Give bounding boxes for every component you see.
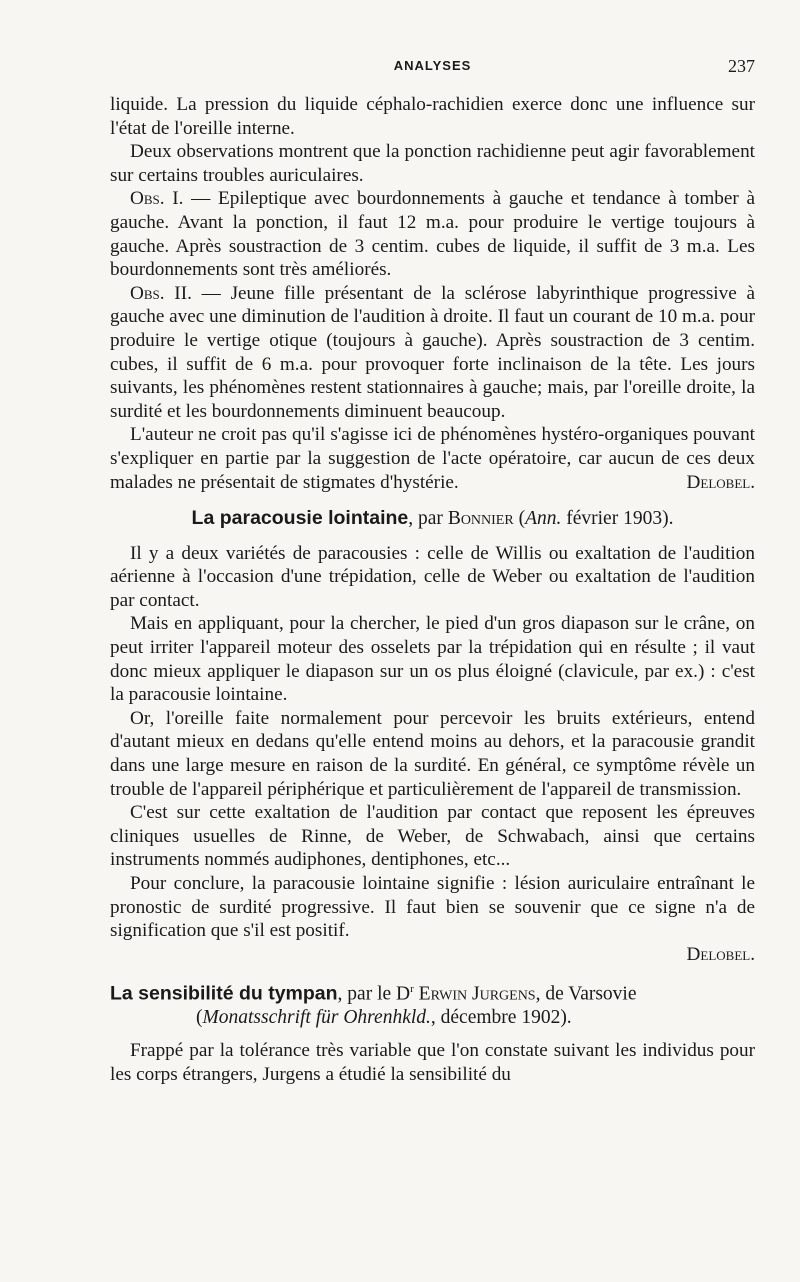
article-source: Ann. [525,508,562,530]
running-head: ANALYSES [393,58,472,73]
article-journal: Monatsschrift für Ohrenhkld. [202,1007,431,1029]
observation-label: Obs. II. [130,282,192,304]
observation-1 [110,187,755,281]
article-author: Bonnier [447,508,514,530]
observation-label: Obs. I. [130,188,184,210]
paragraph: Il y a deux variétés de paracousies : celle de Willis ou exaltation de l'audition aérienne à l'occasion d'une trépidation, celle de Weber ou exaltation de l'audition par contact. [110,542,755,611]
page-body [110,93,755,1086]
paragraph: Deux observations montrent que la ponction rachidienne peut agir favorablement sur certains troubles auriculaires. [110,141,755,186]
paragraph: C'est sur cette exaltation de l'audition par contact que reposent les épreuves cliniques usuelles de Rinne, de Weber, de Schwabach, ainsi que certains instruments nommés audiphones, dentiphones, etc... [110,802,755,871]
article-title-paracousie: La paracousie lointaine, par Bonnier (Ann. février 1903). [191,507,674,530]
paragraph: Pour conclure, la paracousie lointaine signifie : lésion auriculaire entraînant le pronostic de surdité progressive. Il faut bien se souvenir que ce signe n'a de signification que s'il est positif. [110,873,755,942]
paragraph: Or, l'oreille faite normalement pour percevoir les bruits extérieurs, entend d'autant mieux en dedans qu'elle entend moins au dehors, et la paracousie grandit dans une large mesure en raison de la surdité. En général, ce symptôme révèle un trouble de l'appareil périphérique et particulièrement de l'appareil de transmission. [110,707,755,800]
observation-text: — Jeune fille présentant de la sclérose labyrinthique progressive à gauche avec une diminution de l'audition à droite. Il faut un courant de 10 m.a. pour produire le vertige otique (toujours à gauche). Après soustraction de 3 centim. cubes, il suffit de 6 m.a. pour provoquer forte inclinaison de la tête. Les jours suivants, les phénomènes restent stationnaires à gauche; mais, par l'oreille droite, la surdité et les bourdonnements diminuent beaucoup. [110,282,756,422]
paragraph: liquide. La pression du liquide céphalo-rachidien exerce donc une influence sur l'état de l'oreille interne. [110,94,755,139]
paragraph: Frappé par la tolérance très variable que l'on constate suivant les individus pour les corps étrangers, Jurgens a étudié la sensibilité du [110,1040,755,1085]
page-header [110,58,755,82]
signature: Delobel. [686,471,755,493]
paragraph: L'auteur ne croit pas qu'il s'agisse ici de phénomènes hystéro-organiques pouvant s'expliquer en partie par la suggestion de l'acte opératoire, car aucun de ces deux malades ne présentait de stigmates d'hystérie. [110,424,755,493]
page-number: 237 [728,56,755,76]
paragraph: Mais en appliquant, pour la chercher, le pied d'un gros diapason sur le crâne, on peut irriter l'appareil moteur des osselets par la trépidation qui en résulte ; il vaut donc mieux appliquer le diapason sur un os plus éloigné (clavicule, par ex.) : c'est la paracousie lointaine. [110,613,755,706]
article-title: La sensibilité du tympan [110,982,338,1005]
signature: Delobel. [686,943,755,965]
article-title-tympan: La sensibilité du tympan, par le $D^r$ Erwin Jurgens, de Varsovie (Monatsschrift für Ohrenhkld., décembre 1902). [110,982,637,1029]
article-author: Erwin Jurgens [413,983,536,1005]
observation-2 [110,282,755,424]
article-title: La paracousie lointaine [191,507,409,530]
observation-text: — Epileptique avec bourdonnements à gauche et tendance à tomber à gauche. Avant la ponction, il faut 12 m.a. pour produire le vertige toujours à gauche. Après soustraction de 3 centim. cubes de liquide, il suffit de 3 m.a. Les bourdonnements sont très améliorés. [110,188,755,281]
